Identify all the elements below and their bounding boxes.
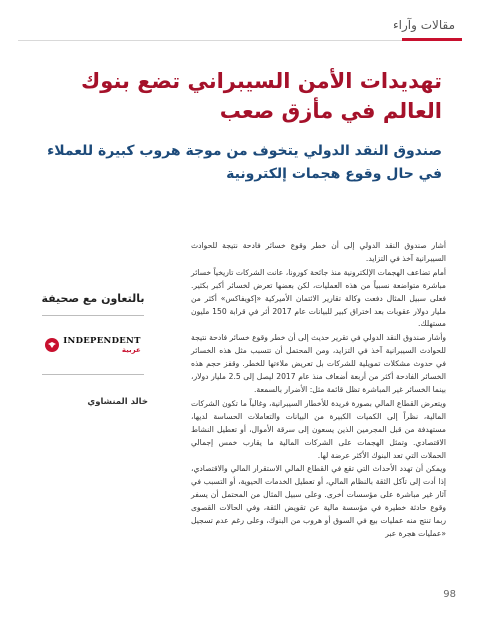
- body-paragraph: ويتعرض القطاع المالي بصورة فريدة للأخطار السيبرانية، وغالباً ما تكون الشركات المالية، نظراً إلى الكميات الكبيرة من البيانات والتعاملات الحساسة لديها، مستهدفة من قبل المجرمين الذين يسعون إلى سرقة الأموال، أو تعطيل النشاط الاقتصادي. وتمثل الهجمات على الشركات المالية ما يقارب خمس إجمالي الحملات التي تعد البنوك الأكثر عرضة لها.: [191, 398, 446, 460]
- body-paragraph: أمام تضاعف الهجمات الإلكترونية منذ جائحة كورونا، عانت الشركات تاريخياً خسائر مباشرة متواضعة نسبياً من هذه العمليات، لكن بعضها تعرض لخسائر أكبر بكثير. فعلى سبيل المثال دفعت وكالة تقارير الائتمان الأميركية «إكويفاكس» أكثر من مليار دولار عقوبات بعد اختراق كبير للبيانات عام 2017 أثر في قرابة 150 مليون مستهلك.: [191, 267, 446, 329]
- section-accent-bar: [402, 38, 462, 41]
- sidebar-divider: [42, 315, 144, 316]
- body-paragraph: أشار صندوق النقد الدولي إلى أن خطر وقوع خسائر فادحة نتيجة للحوادث السيبرانية آخذ في التزايد.: [191, 241, 446, 263]
- article-headline: تهديدات الأمن السيبراني تضع بنوك العالم في مأزق صعب: [81, 69, 442, 123]
- author-name: خالد المنشاوي: [87, 397, 148, 407]
- body-paragraph: ويمكن أن تهدد الأحداث التي تقع في القطاع المالي الاستقرار المالي والاقتصادي، إذا أدت إلى تآكل الثقة بالنظام المالي، أو تعطيل الخدمات الحيوية، أو التسبب في آثار غير مباشرة على مؤسسات أخرى. وعلى سبيل المثال من المحتمل أن يسفر وقوع حادثة خطيرة في مؤسسة مالية عن تقويض الثقة، وفي الحالات القصوى ربما تنتج منه عمليات بيع في السوق أو هروب من البنوك، وعلى رغم عدم تسجيل «عمليات هجرة عبر: [191, 464, 446, 538]
- article-subhead: صندوق النقد الدولي يتخوف من موجة هروب كبيرة للعملاء في حال وقوع هجمات إلكترونية: [47, 143, 442, 182]
- section-divider: [18, 40, 462, 41]
- article-body: [191, 240, 446, 542]
- body-paragraph: وأشار صندوق النقد الدولي في تقرير حديث إلى أن خطر وقوع خسائر فادحة نتيجة للحوادث السيبرانية آخذ في التزايد، ومن المحتمل أن تتسبب مثل هذه الخسائر في حدوث مشكلات تمويلية للشركات بل تعريض ملاءتها للخطر. وقفز حجم هذه الخسائر الفادحة أكثر من أربعة أضعاف منذ عام 2017 ليصل إلى 2.5 مليار دولار، بينما الخسائر غير المباشرة تظل قائمة مثل: الأضرار بالسمعة.: [191, 333, 447, 394]
- page-number: 98: [443, 589, 456, 600]
- logo-english-text: INDEPENDENT: [63, 336, 141, 346]
- section-label: مقالات وآراء: [392, 18, 455, 32]
- logo-wordmark: [63, 336, 140, 354]
- partner-sidebar: [38, 292, 148, 407]
- independent-logo: [41, 328, 145, 362]
- partner-title: بالتعاون مع صحيفة: [41, 292, 145, 305]
- logo-arabic-text: عربية: [121, 346, 141, 354]
- eagle-icon: [45, 338, 59, 352]
- sidebar-divider: [42, 374, 144, 375]
